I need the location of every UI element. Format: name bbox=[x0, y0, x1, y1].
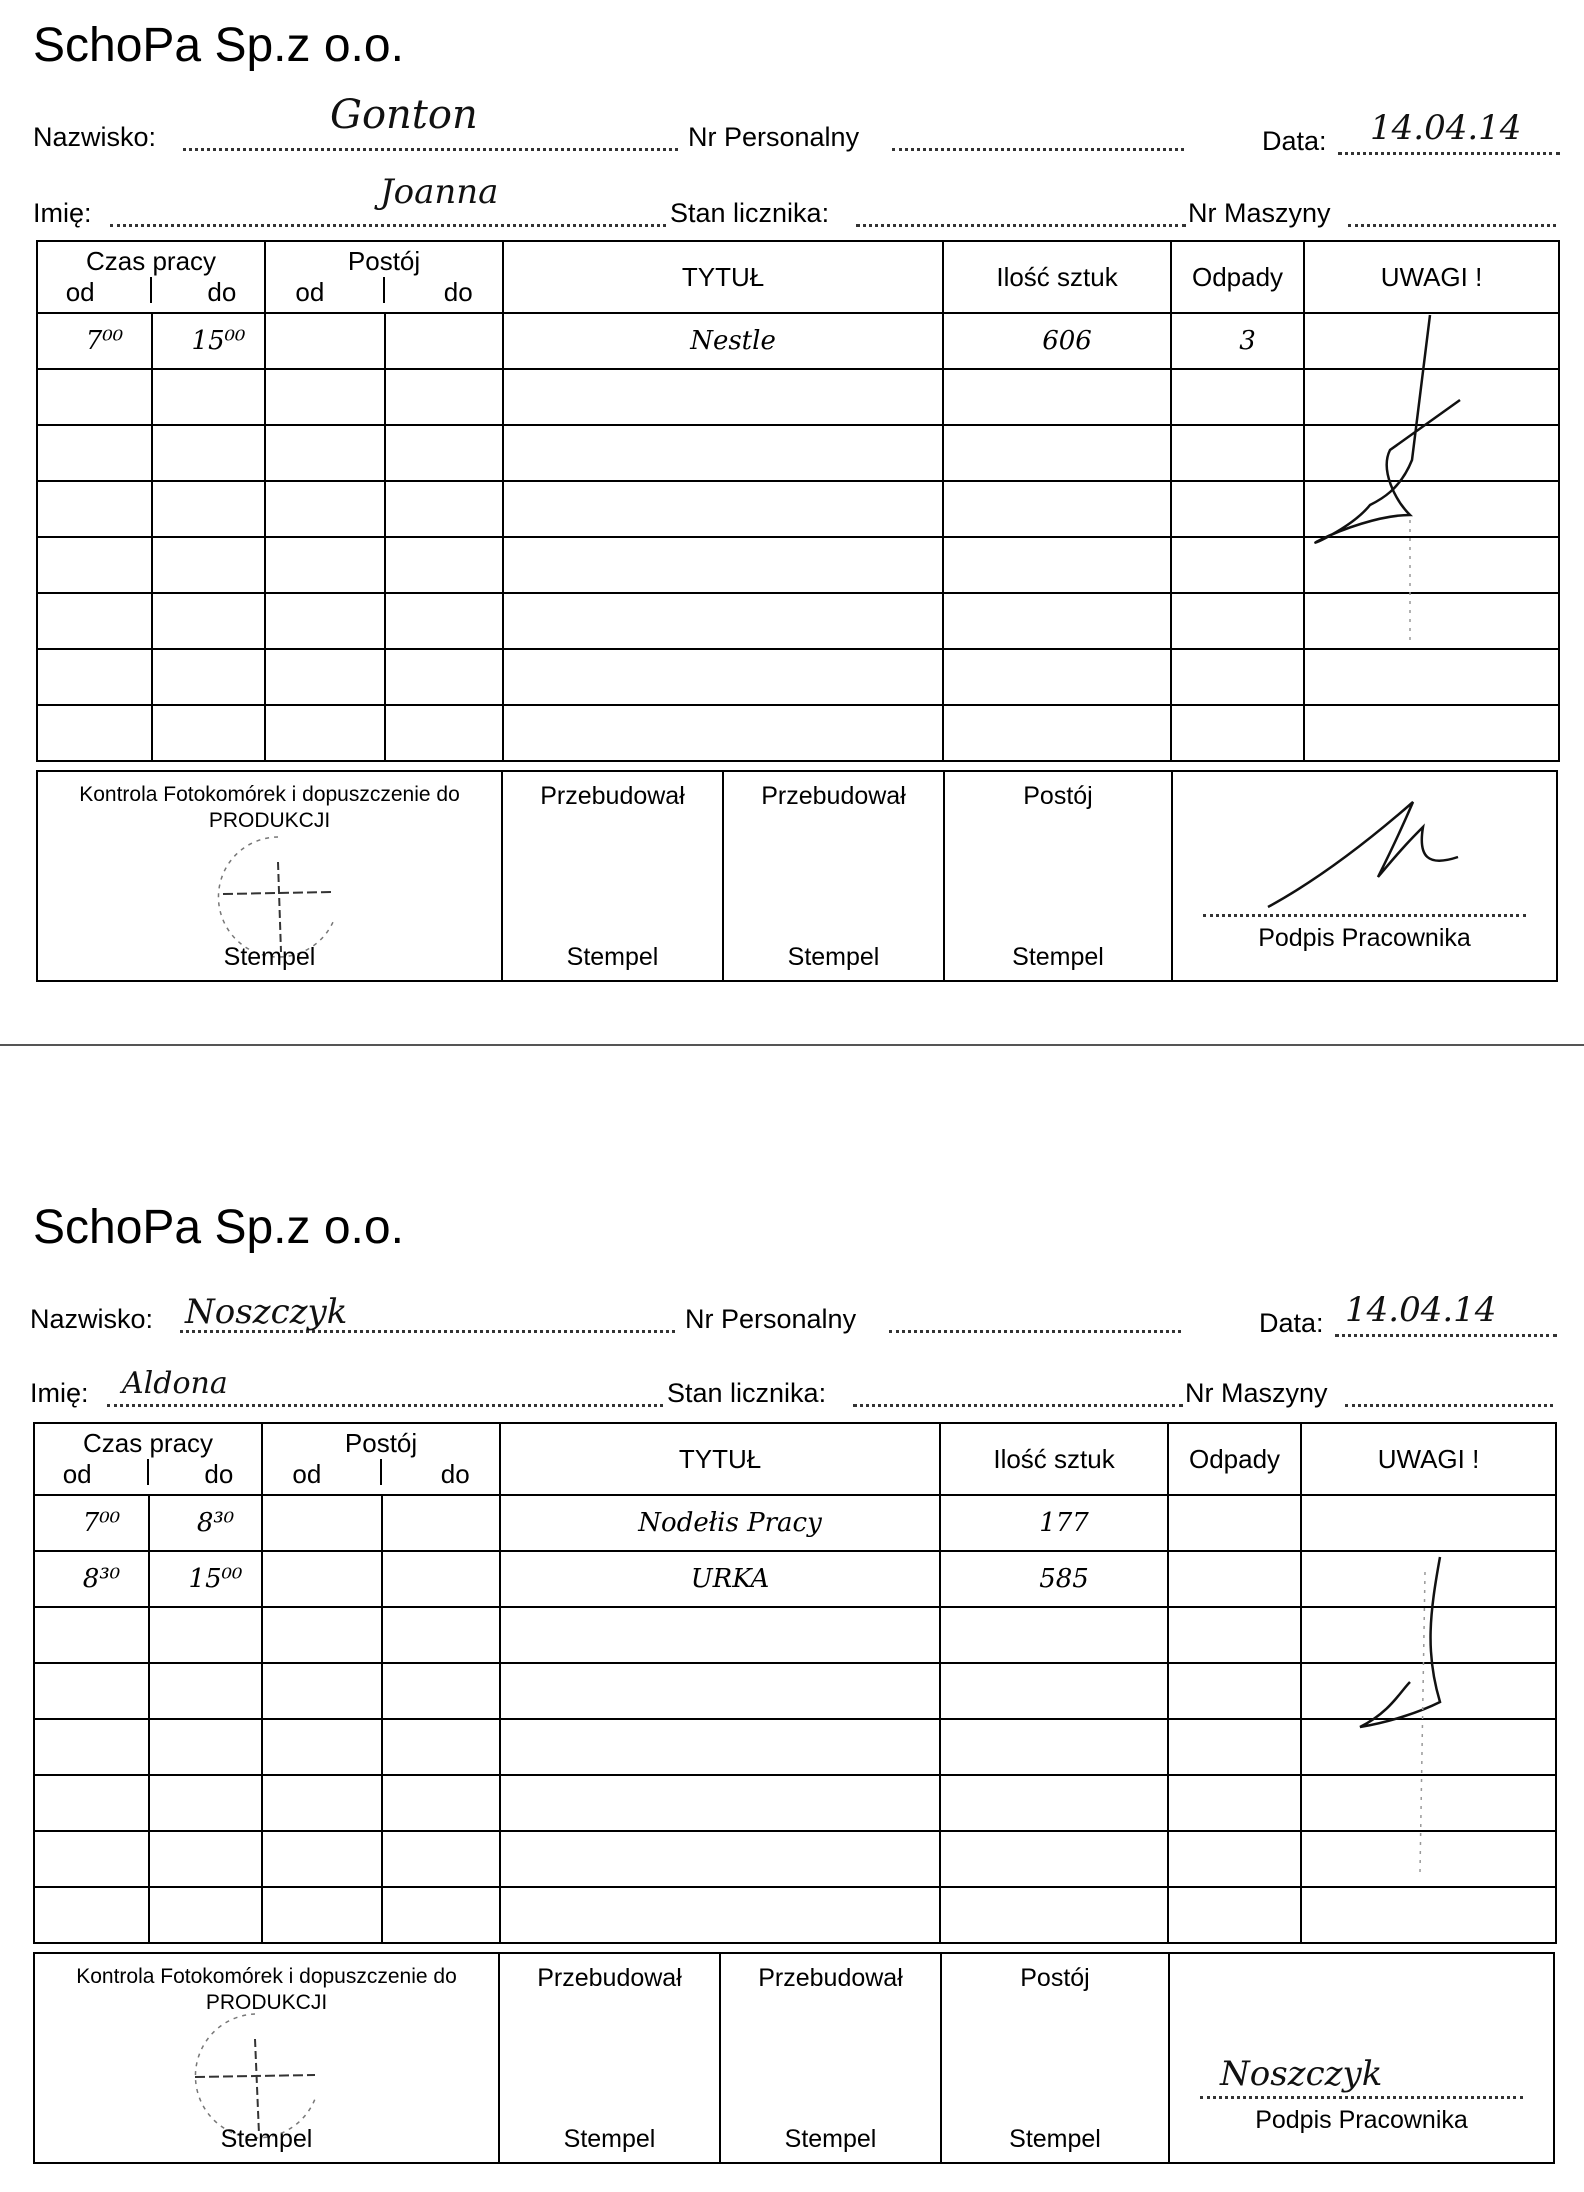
cell-tytul[interactable]: URKA bbox=[500, 1551, 940, 1607]
table-row bbox=[34, 1607, 1556, 1663]
cell-postoj-od[interactable] bbox=[265, 481, 385, 537]
cell-postoj-do[interactable] bbox=[382, 1887, 500, 1943]
cell-postoj-od[interactable] bbox=[265, 425, 385, 481]
cell-ilosc[interactable]: 177 bbox=[940, 1495, 1168, 1551]
cell-ilosc[interactable] bbox=[940, 1719, 1168, 1775]
cell-czas-do[interactable]: 15⁰⁰ bbox=[149, 1551, 262, 1607]
cell-tytul[interactable]: Nodełis Pracy bbox=[500, 1495, 940, 1551]
cell-tytul[interactable] bbox=[503, 537, 943, 593]
cell-czas-do[interactable] bbox=[149, 1607, 262, 1663]
uwagi-signature-scrawl bbox=[1300, 300, 1500, 650]
cell-postoj-od[interactable] bbox=[262, 1831, 382, 1887]
table-row bbox=[34, 1831, 1556, 1887]
cell-postoj-od[interactable] bbox=[262, 1775, 382, 1831]
cell-postoj-od[interactable] bbox=[265, 369, 385, 425]
cell-ilosc[interactable] bbox=[940, 1887, 1168, 1943]
imie-label: Imię: bbox=[30, 1378, 89, 1408]
table-row bbox=[37, 649, 1559, 705]
table-row bbox=[34, 1551, 1556, 1607]
cell-odpady[interactable] bbox=[1168, 1831, 1301, 1887]
postoj-cell: Postój Stempel bbox=[942, 1954, 1170, 2162]
cell-odpady[interactable] bbox=[1168, 1607, 1301, 1663]
cell-tytul[interactable] bbox=[500, 1887, 940, 1943]
cell-tytul[interactable] bbox=[503, 649, 943, 705]
cell-czas-do[interactable] bbox=[149, 1663, 262, 1719]
data-line bbox=[1335, 1334, 1557, 1337]
czas-pracy-header: Czas pracy od do bbox=[37, 241, 265, 313]
nr-maszyny-line bbox=[1345, 1404, 1553, 1407]
tytul-header: TYTUŁ bbox=[500, 1423, 940, 1495]
cell-postoj-od[interactable] bbox=[262, 1887, 382, 1943]
data-value[interactable]: 14.04.14 bbox=[1370, 108, 1522, 148]
podpis-label: Podpis Pracownika bbox=[1255, 2106, 1468, 2134]
cell-czas-do[interactable] bbox=[149, 1831, 262, 1887]
cell-tytul[interactable] bbox=[503, 705, 943, 761]
imie-value[interactable]: Aldona bbox=[122, 1366, 228, 1401]
cell-ilosc[interactable] bbox=[943, 537, 1171, 593]
imie-value[interactable]: Joanna bbox=[380, 172, 499, 212]
uwagi-header: UWAGI ! bbox=[1304, 241, 1559, 313]
odpady-header: Odpady bbox=[1171, 241, 1304, 313]
nazwisko-value[interactable]: Gonton bbox=[330, 92, 478, 138]
cell-czas-do[interactable]: 15⁰⁰ bbox=[152, 313, 265, 369]
cell-uwagi[interactable] bbox=[1304, 705, 1559, 761]
cell-odpady[interactable] bbox=[1171, 705, 1304, 761]
cell-czas-od[interactable] bbox=[37, 649, 152, 705]
cell-czas-od[interactable] bbox=[34, 1719, 149, 1775]
cell-postoj-do[interactable] bbox=[385, 537, 503, 593]
cell-odpady[interactable] bbox=[1168, 1663, 1301, 1719]
imie-line bbox=[107, 1404, 663, 1407]
data-value[interactable]: 14.04.14 bbox=[1345, 1290, 1497, 1330]
cell-tytul[interactable] bbox=[503, 593, 943, 649]
cell-czas-od[interactable] bbox=[37, 593, 152, 649]
cell-czas-od[interactable] bbox=[37, 537, 152, 593]
cell-czas-do[interactable] bbox=[149, 1719, 262, 1775]
cell-czas-od[interactable]: 8³⁰ bbox=[34, 1551, 149, 1607]
cell-ilosc[interactable] bbox=[940, 1663, 1168, 1719]
postoj-header: Postój od do bbox=[265, 241, 503, 313]
employee-signature-mark bbox=[1263, 797, 1463, 917]
cell-tytul[interactable] bbox=[500, 1607, 940, 1663]
nr-personalny-label: Nr Personalny bbox=[688, 122, 860, 152]
stan-licznika-label: Stan licznika: bbox=[667, 1378, 827, 1408]
cell-ilosc[interactable] bbox=[943, 481, 1171, 537]
przebudowal-cell-1: Przebudował Stempel bbox=[500, 1954, 721, 2162]
cell-postoj-od[interactable] bbox=[262, 1551, 382, 1607]
stan-licznika-line bbox=[853, 1404, 1183, 1407]
data-label: Data: bbox=[1262, 126, 1327, 156]
cell-ilosc[interactable] bbox=[943, 705, 1171, 761]
przebudowal-cell-2: Przebudował Stempel bbox=[721, 1954, 942, 2162]
cell-postoj-od[interactable] bbox=[265, 705, 385, 761]
cell-czas-do[interactable] bbox=[152, 649, 265, 705]
table-row bbox=[34, 1719, 1556, 1775]
cell-czas-do[interactable] bbox=[152, 481, 265, 537]
cell-czas-od[interactable] bbox=[34, 1831, 149, 1887]
nr-maszyny-label: Nr Maszyny bbox=[1185, 1378, 1328, 1408]
cell-tytul[interactable] bbox=[503, 369, 943, 425]
nr-personalny-line bbox=[892, 148, 1184, 151]
cell-ilosc[interactable]: 606 bbox=[943, 313, 1171, 369]
cell-postoj-do[interactable] bbox=[382, 1551, 500, 1607]
cell-czas-do[interactable]: 8³⁰ bbox=[149, 1495, 262, 1551]
nazwisko-line bbox=[183, 148, 678, 151]
employee-signature: Noszczyk bbox=[1220, 2054, 1383, 2094]
table-row bbox=[37, 705, 1559, 761]
cell-ilosc[interactable] bbox=[943, 649, 1171, 705]
cell-czas-od[interactable] bbox=[34, 1607, 149, 1663]
odpady-header: Odpady bbox=[1168, 1423, 1301, 1495]
table-row bbox=[34, 1775, 1556, 1831]
cell-czas-od[interactable] bbox=[34, 1887, 149, 1943]
cell-odpady[interactable]: 3 bbox=[1171, 313, 1304, 369]
cell-postoj-do[interactable] bbox=[385, 649, 503, 705]
cell-tytul[interactable] bbox=[503, 425, 943, 481]
podpis-cell[interactable] bbox=[1173, 772, 1556, 980]
cell-ilosc[interactable] bbox=[940, 1775, 1168, 1831]
cell-czas-od[interactable] bbox=[37, 369, 152, 425]
cell-postoj-do[interactable] bbox=[385, 481, 503, 537]
table-header-row bbox=[34, 1423, 1556, 1495]
nazwisko-label: Nazwisko: bbox=[33, 122, 157, 152]
cell-ilosc[interactable] bbox=[940, 1607, 1168, 1663]
production-table bbox=[33, 1422, 1557, 1944]
cell-postoj-do[interactable] bbox=[382, 1607, 500, 1663]
cell-czas-od[interactable] bbox=[37, 481, 152, 537]
cell-czas-do[interactable] bbox=[152, 369, 265, 425]
przebudowal-cell-1: Przebudował Stempel bbox=[503, 772, 724, 980]
company-name: SchoPa Sp.z o.o. bbox=[33, 1201, 404, 1254]
page-separator bbox=[0, 1044, 1584, 1046]
cell-uwagi[interactable] bbox=[1301, 1887, 1556, 1943]
stan-licznika-line bbox=[856, 224, 1186, 227]
podpis-label: Podpis Pracownika bbox=[1258, 924, 1471, 952]
cell-czas-od[interactable] bbox=[37, 425, 152, 481]
czas-pracy-header: Czas pracy od do bbox=[34, 1423, 262, 1495]
nr-maszyny-label: Nr Maszyny bbox=[1188, 198, 1331, 228]
work-card-2 bbox=[0, 1182, 1584, 2182]
cell-postoj-od[interactable] bbox=[265, 593, 385, 649]
kontrola-cell: Kontrola Fotokomórek i dopuszczenie do PRODUKCJI Stempel bbox=[38, 772, 503, 980]
cell-odpady[interactable] bbox=[1171, 481, 1304, 537]
cell-postoj-do[interactable] bbox=[382, 1719, 500, 1775]
data-label: Data: bbox=[1259, 1308, 1324, 1338]
cell-ilosc[interactable] bbox=[943, 593, 1171, 649]
cell-odpady[interactable] bbox=[1171, 593, 1304, 649]
nr-maszyny-line bbox=[1348, 224, 1556, 227]
kontrola-cell: Kontrola Fotokomórek i dopuszczenie do PRODUKCJI Stempel bbox=[35, 1954, 500, 2162]
cell-postoj-do[interactable] bbox=[382, 1775, 500, 1831]
cell-postoj-do[interactable] bbox=[385, 369, 503, 425]
cell-czas-do[interactable] bbox=[152, 593, 265, 649]
cell-tytul[interactable] bbox=[500, 1663, 940, 1719]
cell-odpady[interactable] bbox=[1168, 1551, 1301, 1607]
stempel-label: Stempel bbox=[223, 943, 316, 971]
cell-postoj-do[interactable] bbox=[385, 313, 503, 369]
uwagi-signature-scrawl bbox=[1340, 1552, 1500, 1892]
cell-czas-od[interactable] bbox=[37, 705, 152, 761]
ilosc-header: Ilość sztuk bbox=[943, 241, 1171, 313]
nr-personalny-line bbox=[889, 1330, 1181, 1333]
cell-postoj-do[interactable] bbox=[385, 593, 503, 649]
cell-czas-do[interactable] bbox=[149, 1887, 262, 1943]
company-name: SchoPa Sp.z o.o. bbox=[33, 19, 404, 72]
cell-czas-od[interactable] bbox=[34, 1663, 149, 1719]
postoj-cell: Postój Stempel bbox=[945, 772, 1173, 980]
cell-czas-do[interactable] bbox=[149, 1775, 262, 1831]
cell-postoj-od[interactable] bbox=[265, 313, 385, 369]
cell-czas-od[interactable]: 7⁰⁰ bbox=[34, 1495, 149, 1551]
table-row bbox=[34, 1887, 1556, 1943]
postoj-header: Postój od do bbox=[262, 1423, 500, 1495]
cell-odpady[interactable] bbox=[1168, 1887, 1301, 1943]
cell-czas-do[interactable] bbox=[152, 705, 265, 761]
cell-odpady[interactable] bbox=[1171, 649, 1304, 705]
imie-label: Imię: bbox=[33, 198, 92, 228]
cell-ilosc[interactable] bbox=[943, 425, 1171, 481]
cell-postoj-od[interactable] bbox=[265, 649, 385, 705]
cell-odpady[interactable] bbox=[1168, 1775, 1301, 1831]
work-card-1 bbox=[0, 0, 1584, 1000]
cell-uwagi[interactable] bbox=[1301, 1495, 1556, 1551]
cell-odpady[interactable] bbox=[1171, 425, 1304, 481]
cell-odpady[interactable] bbox=[1171, 537, 1304, 593]
cell-tytul[interactable] bbox=[500, 1719, 940, 1775]
cell-tytul[interactable] bbox=[500, 1775, 940, 1831]
cell-ilosc[interactable]: 585 bbox=[940, 1551, 1168, 1607]
cell-postoj-od[interactable] bbox=[262, 1495, 382, 1551]
cell-tytul[interactable]: Nestle bbox=[503, 313, 943, 369]
ilosc-header: Ilość sztuk bbox=[940, 1423, 1168, 1495]
nazwisko-value[interactable]: Noszczyk bbox=[185, 1292, 348, 1332]
approval-section bbox=[33, 1952, 1555, 2164]
cell-ilosc[interactable] bbox=[943, 369, 1171, 425]
data-line bbox=[1338, 152, 1560, 155]
cell-postoj-od[interactable] bbox=[265, 537, 385, 593]
cell-odpady[interactable] bbox=[1171, 369, 1304, 425]
approval-section bbox=[36, 770, 1558, 982]
cell-postoj-do[interactable] bbox=[385, 705, 503, 761]
tytul-header: TYTUŁ bbox=[503, 241, 943, 313]
cell-postoj-do[interactable] bbox=[382, 1495, 500, 1551]
stan-licznika-label: Stan licznika: bbox=[670, 198, 830, 228]
przebudowal-cell-2: Przebudował Stempel bbox=[724, 772, 945, 980]
nazwisko-label: Nazwisko: bbox=[30, 1304, 154, 1334]
cell-postoj-od[interactable] bbox=[262, 1663, 382, 1719]
cell-odpady[interactable] bbox=[1168, 1719, 1301, 1775]
cell-postoj-do[interactable] bbox=[385, 425, 503, 481]
cell-tytul[interactable] bbox=[500, 1831, 940, 1887]
cell-postoj-od[interactable] bbox=[262, 1719, 382, 1775]
cell-czas-od[interactable]: 7⁰⁰ bbox=[37, 313, 152, 369]
cell-ilosc[interactable] bbox=[940, 1831, 1168, 1887]
cell-tytul[interactable] bbox=[503, 481, 943, 537]
table-row bbox=[34, 1663, 1556, 1719]
stempel-label: Stempel bbox=[220, 2125, 313, 2153]
uwagi-header: UWAGI ! bbox=[1301, 1423, 1556, 1495]
table-row bbox=[34, 1495, 1556, 1551]
cell-czas-do[interactable] bbox=[152, 537, 265, 593]
cell-czas-od[interactable] bbox=[34, 1775, 149, 1831]
nr-personalny-label: Nr Personalny bbox=[685, 1304, 857, 1334]
cell-postoj-do[interactable] bbox=[382, 1663, 500, 1719]
imie-line bbox=[110, 224, 666, 227]
podpis-cell[interactable] bbox=[1170, 1954, 1553, 2162]
cell-postoj-do[interactable] bbox=[382, 1831, 500, 1887]
cell-uwagi[interactable] bbox=[1304, 649, 1559, 705]
cell-postoj-od[interactable] bbox=[262, 1607, 382, 1663]
cell-czas-do[interactable] bbox=[152, 425, 265, 481]
cell-odpady[interactable] bbox=[1168, 1495, 1301, 1551]
